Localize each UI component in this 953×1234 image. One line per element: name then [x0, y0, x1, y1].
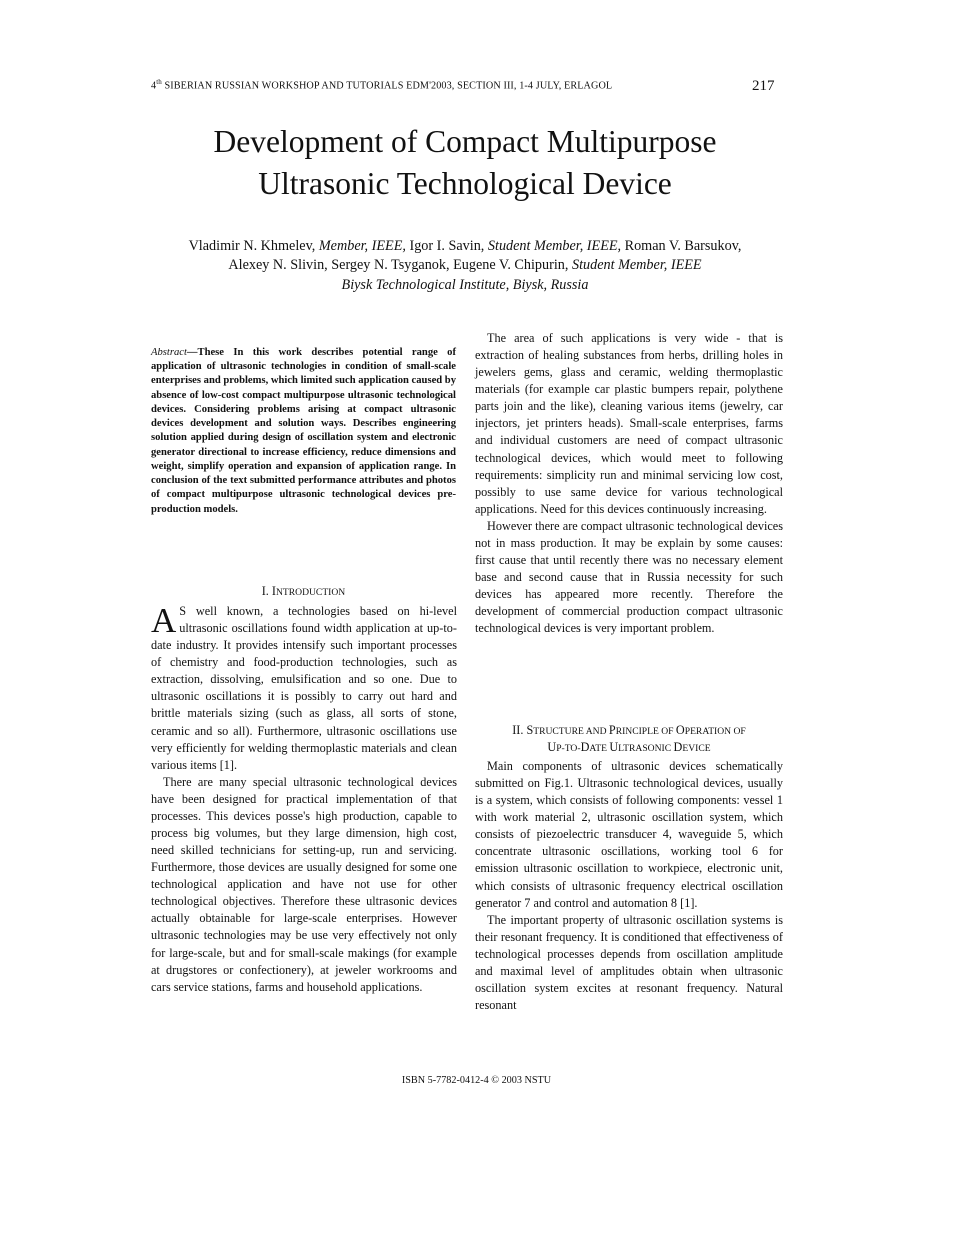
drop-cap: A	[151, 601, 177, 640]
paragraph: Main components of ultrasonic devices schematically submitted on Fig.1. Ultrasonic technological devices, usually is a system, which consists of following components: vessel 1 with work material 2, ultrasonic oscillation system, which consists of piezoelectric transducer 4, waveguide 5, which concentrate ultrasonic oscillations, working tool 6 for emission ultrasonic oscillation to workpiece, electronic unit, which consists of ultrasonic frequency electrical oscillation generator 7 and control and automation 8 [1].	[475, 759, 783, 910]
footer-isbn: ISBN 5-7782-0412-4 © 2003 NSTU	[401, 1075, 552, 1086]
paragraph: A S well known, a technologies based on hi-level ultrasonic oscillations found width application at up-to-date industry. It provides intensify such important processes of chemistry and food-production technologies, such as extraction, dissolving, emulsification and so one. Due to ultrasonic oscillations it is possibly to carry out hard and brittle materials sizing (such as glass, all sorts of stone, ceramic and so all). Furthermore, ultrasonic oscillations use very efficiently for welding thermoplastic materials and clean various items [1].	[151, 601, 457, 772]
paragraph: The important property of ultrasonic oscillation systems is their resonant frequency. It is conditioned that effectiveness of technological processes depends from oscillation amplitude and maximal level of amplitudes obtain when ultrasonic oscillation system excites at resonant frequency. Natural resonant	[475, 912, 783, 1013]
abstract-text: These In this work describes potential range of application of ultrasonic technologies in condition of small-scale enterprises and problems, which limited such application caused by absence of low-cost compact multipurpose ultrasonic technological devices. Considering problems arising at compact ultrasonic devices development and solution ways. Describes engineering solution applied during design of oscillation system and electronic generator directional to increase efficiency, reduce dimensions and weight, simplify operation and expansion of application range. In conclusion of the text submitted performance attributes and photos of compact multipurpose ultrasonic technological devices pre-production models.	[151, 347, 456, 515]
author-line-1	[100, 237, 830, 256]
section-1-body	[151, 603, 457, 996]
conf-sup: th	[156, 78, 162, 86]
author-3: Roman V. Barsukov,	[621, 238, 742, 254]
section-2-heading-line-1: II. STRUCTURE AND PRINCIPLE OF OPERATION OF	[512, 723, 746, 737]
title-line-1: Development of Compact Multipurpose	[213, 124, 717, 159]
author-4: Alexey N. Slivin, Sergey N. Tsyganok, Eugene V. Chipurin,	[228, 257, 572, 274]
paragraph: The area of such applications is very wide - that is extraction of healing substances from herbs, drilling holes in jewelers gems, glass and ceramic, welding thermoplastic materials (for example car plastic bumpers repair, polythene parts join and the like), cleaning various items (jewelry, car injectors, jet printers heads). Small-scale enterprises, farms and individual customers are need of compact ultrasonic technological devices, which would meet to following requirements: simplicity run and minimal servicing low cost, possibly to use same device for various technological applications. Need for this devices continuously increasing.	[475, 331, 783, 516]
page-number: 217	[752, 78, 775, 94]
paragraph: However there are compact ultrasonic technological devices not in mass production. It may be explain by some causes: first cause that until recently there was no necessary element base and second cause that in Russia necessity for such devices has appeared more recently. Therefore the development of commercial production compact ultrasonic technological devices is very important problem.	[475, 518, 783, 636]
abstract-dash: —	[186, 347, 198, 358]
author-4-role: Student Member, IEEE	[571, 257, 702, 274]
paper-title	[120, 121, 810, 205]
author-1-role: Member, IEEE,	[318, 238, 406, 254]
section-1-number: I.	[261, 584, 272, 598]
section-1-heading: I. INTRODUCTION	[261, 584, 346, 598]
section-2-body	[475, 758, 783, 1014]
abstract	[151, 346, 456, 517]
conf-prefix: 4	[151, 80, 157, 92]
conf-rest: SIBERIAN RUSSIAN WORKSHOP AND TUTORIALS EDM'2003, SECTION III, 1-4 JULY, ERLAGOL	[161, 80, 613, 92]
author-block	[100, 237, 830, 295]
abstract-label: Abstract	[151, 347, 187, 358]
right-column-intro	[475, 330, 783, 637]
running-header	[151, 78, 791, 91]
paragraph: There are many special ultrasonic technological devices have been designed for practical implementation of that processes. This devices posse's high production, capable to process big volumes, but they large dimension, high cost, need skilled technicians for setting-up, run and servicing. Furthermore, those devices are usually designed for some one technological application and have not use for other technological objectives. Therefore these ultrasonic devices actually obtainable for large-scale enterprises. However ultrasonic technologies may be use very effectively not only for large-scale, but and for small-scale makings (for example at drugstores or confectionery), at jeweler workrooms and cars service stations, farms and household applications.	[151, 774, 457, 994]
author-2-role: Student Member, IEEE,	[487, 238, 622, 254]
author-1: Vladimir N. Khmelev,	[188, 238, 319, 254]
affiliation-text: Biysk Technological Institute, Biysk, Russia	[341, 276, 589, 293]
title-line-2: Ultrasonic Technological Device	[258, 165, 672, 201]
affiliation	[100, 276, 830, 295]
author-line-2	[100, 256, 830, 275]
section-2-heading	[475, 722, 783, 756]
author-2: Igor I. Savin,	[405, 238, 488, 254]
section-2-heading-line-2: UP-TO-DATE ULTRASONIC DEVICE	[547, 739, 711, 754]
